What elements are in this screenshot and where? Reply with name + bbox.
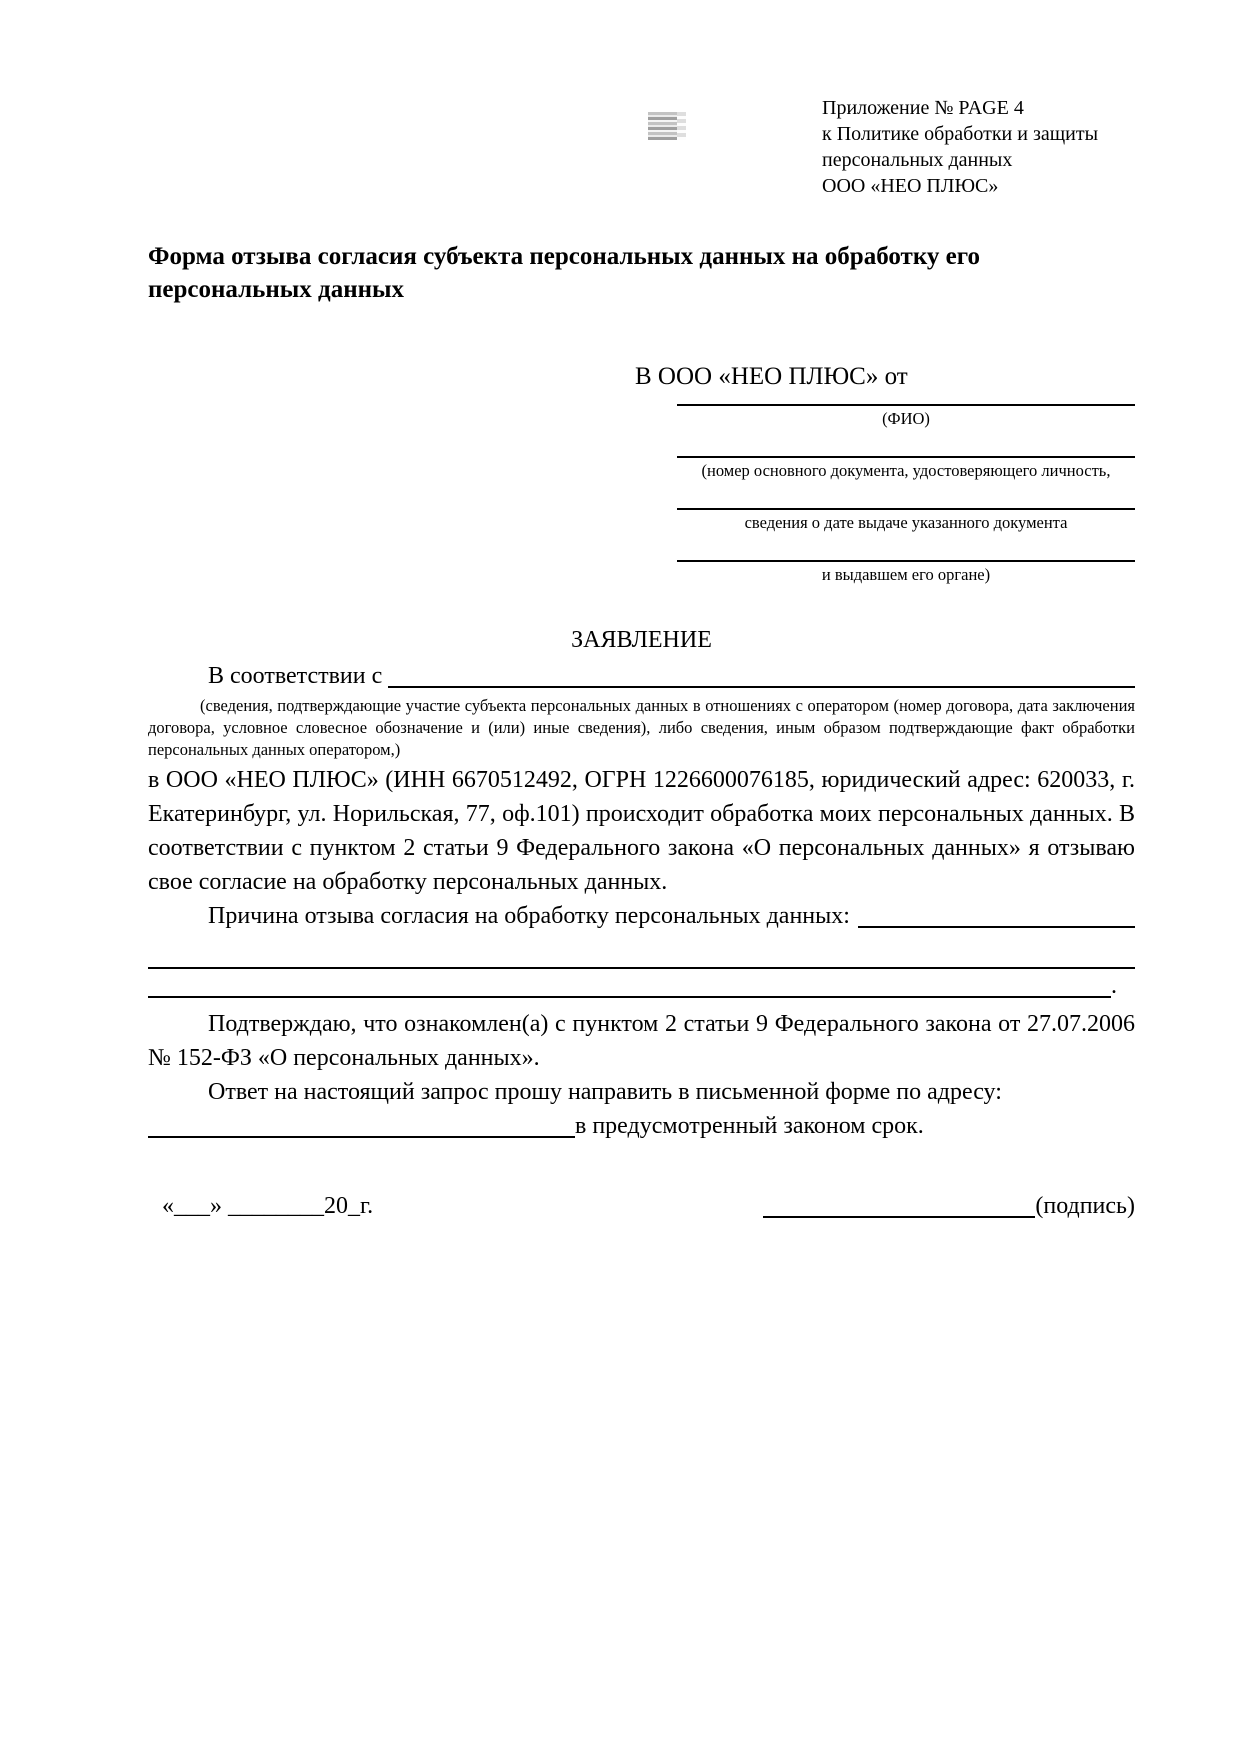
appendix-header-line: персональных данных [822, 149, 1013, 171]
reason-blank-line-2 [148, 933, 1135, 969]
field-caption: сведения о дате выдаче указанного документа [744, 513, 1068, 532]
field-rule [677, 456, 1135, 458]
intro-blank-line [388, 659, 1135, 693]
appendix-header-line: ООО «НЕО ПЛЮС» [822, 175, 999, 197]
addressee-block [635, 362, 1135, 585]
statement-body-paragraph: в ООО «НЕО ПЛЮС» (ИНН 6670512492, ОГРН 1226600076185, юридический адрес: 620033, г. Екатеринбург, ул. Норильская, 77, оф.101) происходит обработка моих персональных данных. В соответствии с пунктом 2 статьи 9 Федерального закона «О персональных данных» я отзываю свое согласие на обработку персональных данных. [148, 767, 1135, 895]
reason-blank-line-3-row [148, 969, 1135, 1003]
addressee-field-fio [677, 404, 1135, 429]
date-blank-line: «___» ________20_г. [162, 1193, 374, 1219]
statement-intro-text: В соответствии с [208, 663, 383, 689]
confirmation-paragraph: Подтверждаю, что ознакомлен(а) с пунктом 2 статьи 9 Федерального закона от 27.07.2006 № 152-ФЗ «О персональных данных». [148, 1011, 1135, 1071]
signature-group [763, 1189, 1135, 1223]
field-caption: (ФИО) [882, 409, 930, 428]
date-signature-row [148, 1189, 1135, 1223]
reason-blank-line-3 [148, 969, 1111, 1003]
fine-print-note: (сведения, подтверждающие участие субъекта персональных данных в отношениях с оператором (номер договора, дата заключения договора, условное словесное обозначение и (или) иные сведения), либо сведения, иным образом подтверждающие факт обработки персональных данных оператором,) [148, 696, 1135, 759]
reply-address-row [148, 1109, 1135, 1143]
field-rule [677, 560, 1135, 562]
reason-blank-line [858, 899, 1135, 933]
field-rule [677, 508, 1135, 510]
appendix-header-line: Приложение № PAGE 4 [822, 97, 1024, 119]
addressee-field-document-number [677, 456, 1135, 481]
field-caption: (номер основного документа, удостоверяющего личность, [701, 461, 1111, 480]
signature-caption: (подпись) [1035, 1193, 1135, 1219]
appendix-header [822, 95, 1098, 199]
address-blank-line [148, 1109, 575, 1143]
blank-line-end-period: . [1111, 973, 1117, 999]
reply-request-paragraph: Ответ на настоящий запрос прошу направить в письменной форме по адресу: [208, 1079, 1002, 1105]
reply-suffix-text: в предусмотренный законом срок. [575, 1113, 924, 1139]
spacer [1117, 969, 1135, 1003]
document-title: Форма отзыва согласия субъекта персональных данных на обработку его персональных данных [148, 243, 980, 303]
statement-intro-row [148, 659, 1135, 693]
addressee-field-issuing-authority [677, 560, 1135, 585]
field-caption: и выдавшем его органе) [821, 565, 991, 584]
reason-row [148, 899, 1135, 933]
reason-prefix-text: Причина отзыва согласия на обработку персональных данных: [208, 903, 850, 929]
embedded-artifact-icon [648, 112, 686, 140]
appendix-header-line: к Политике обработки и защиты [822, 123, 1099, 145]
statement-heading: ЗАЯВЛЕНИЕ [571, 627, 712, 653]
document-body [148, 240, 1135, 1223]
signature-blank-line [763, 1189, 1035, 1223]
field-rule [677, 404, 1135, 406]
addressee-to-line: В ООО «НЕО ПЛЮС» от [635, 363, 908, 390]
addressee-field-issue-date [677, 508, 1135, 533]
